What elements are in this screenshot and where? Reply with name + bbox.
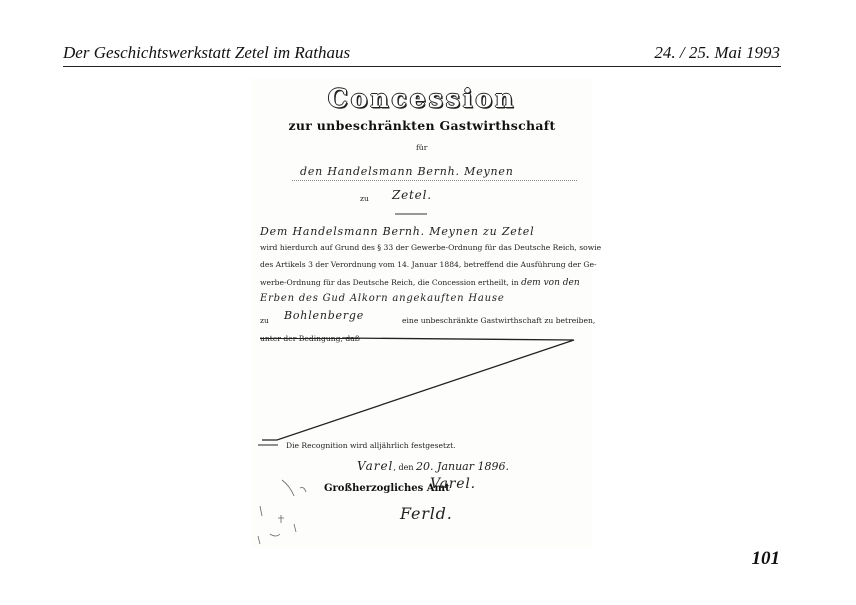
- header-rule: [63, 66, 781, 67]
- place-handwritten: Zetel.: [392, 188, 432, 202]
- fuer-label: für: [416, 143, 428, 152]
- recipient-handwritten: den Handelsmann Bernh. Meynen: [300, 165, 514, 178]
- condition-struck: unter der Bedingung, daß: [260, 334, 360, 343]
- zu-label: zu: [360, 194, 369, 203]
- page-number: 101: [751, 548, 780, 569]
- cancel-stroke: [262, 338, 574, 440]
- date-den: , den: [393, 463, 414, 472]
- place2-handwritten: Bohlenberge: [284, 309, 365, 322]
- zu-label-2: zu: [260, 316, 269, 325]
- authority-label: Großherzogliches Amt: [324, 483, 450, 494]
- date-handwritten: 20. Januar 1896.: [416, 460, 509, 473]
- text-line-3-printed: werbe-Ordnung für das Deutsche Reich, die Concession ertheilt, in: [260, 278, 519, 287]
- text-line-3: [260, 278, 580, 288]
- text-line-4-handwritten: Erben des Gud Alkorn angekauften Hause: [260, 293, 505, 304]
- dotted-line: [292, 180, 577, 181]
- authority-place-handwritten: Varel.: [430, 476, 476, 492]
- text-line-2: des Artikels 3 der Verordnung vom 14. Januar 1884, betreffend die Ausführung der Ge-: [260, 260, 597, 269]
- text-line-1: wird hierdurch auf Grund des § 33 der Gewerbe-Ordnung für das Deutsche Reich, sowie: [260, 243, 602, 252]
- signature: Ferld.: [400, 504, 453, 523]
- header-left-title: Der Geschichtswerkstatt Zetel im Rathaus: [63, 43, 351, 62]
- date-line: [357, 459, 509, 473]
- date-place-handwritten: Varel: [357, 459, 394, 473]
- seal-stamp-mark: [258, 480, 306, 544]
- text-line-5: eine unbeschränkte Gastwirthschaft zu betreiben,: [402, 316, 596, 325]
- document-subtitle: zur unbeschränkten Gastwirthschaft: [288, 118, 556, 133]
- document-title: Concession: [327, 84, 517, 113]
- text-line-3-handwritten: dem von den: [521, 278, 580, 288]
- document-scan: [252, 78, 602, 548]
- recognition-text: Die Recognition wird alljährlich festgesetzt.: [286, 441, 456, 450]
- header-right-date: 24. / 25. Mai 1993: [654, 43, 780, 62]
- opening-handwritten: Dem Handelsmann Bernh. Meynen zu Zetel: [260, 225, 535, 238]
